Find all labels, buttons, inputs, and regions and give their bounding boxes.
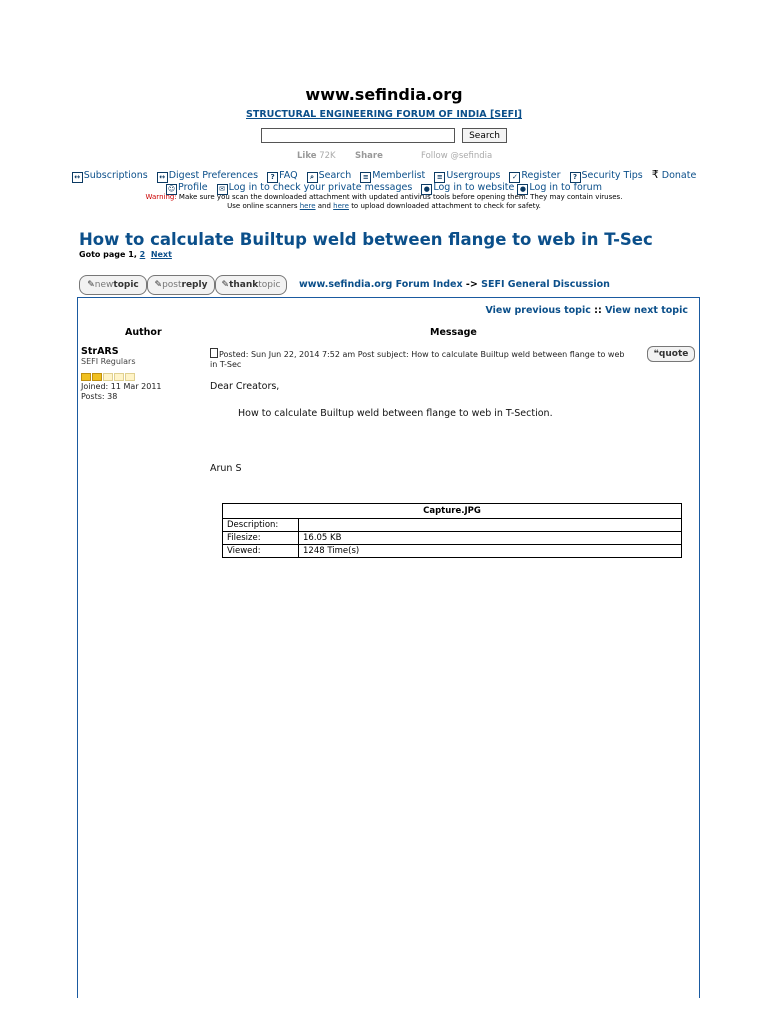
usergroups-icon: ≡ — [434, 172, 445, 183]
post-header — [210, 348, 648, 370]
attachment-caption[interactable]: Capture.JPG — [223, 504, 682, 519]
follow-button[interactable]: Follow @sefindia — [421, 151, 493, 161]
search-icon: ⌕ — [307, 172, 318, 183]
search-input[interactable] — [261, 128, 455, 143]
profile-icon: ☺ — [167, 185, 176, 193]
table-row — [223, 532, 682, 545]
like-label: Like — [297, 151, 317, 161]
post-greeting: Dear Creators, — [210, 381, 280, 392]
nav-subscriptions[interactable]: ↔ Subscriptions — [72, 170, 148, 181]
like-count: 72K — [319, 151, 336, 161]
current-page: 1, — [128, 250, 137, 259]
attachment-table — [222, 503, 682, 558]
subscriptions-icon: ↔ — [72, 172, 83, 183]
site-title: www.sefindia.org — [305, 85, 463, 104]
post-meta: Posted: Sun Jun 22, 2014 7:52 am Post subject: How to calculate Builtup weld between flange to web — [219, 350, 625, 359]
post-document-icon — [210, 348, 218, 358]
rank-star — [103, 373, 113, 381]
nav-login-website[interactable]: ● Log in to website — [421, 182, 514, 193]
post-reply-button[interactable]: ✎postreply — [147, 275, 215, 295]
nav-digest-preferences[interactable]: ↔ Digest Preferences — [157, 170, 258, 181]
register-icon: ✓ — [509, 172, 520, 183]
memberlist-icon: ≡ — [360, 172, 371, 183]
pagination — [79, 250, 172, 259]
author-rank: SEFI Regulars — [81, 357, 136, 366]
security-icon: ? — [570, 172, 581, 183]
attachment-value: 16.05 KB — [299, 532, 682, 545]
faq-icon: ? — [267, 172, 278, 183]
nav-private-messages[interactable]: ✉ Log in to check your private messages — [217, 182, 413, 193]
view-previous-topic-link[interactable]: View previous topic — [485, 305, 591, 316]
rank-star — [81, 373, 91, 381]
nav-faq[interactable]: ? FAQ — [267, 170, 297, 181]
table-row — [223, 545, 682, 558]
scanner-link-2[interactable]: here — [333, 202, 349, 210]
pencil-icon: ✎ — [87, 280, 95, 290]
nav-security-tips[interactable]: ? Security Tips — [570, 170, 643, 181]
scanner-link-1[interactable]: here — [299, 202, 316, 210]
author-joined: Joined: 11 Mar 2011 — [81, 382, 162, 391]
breadcrumb-forum-index[interactable]: www.sefindia.org Forum Index — [299, 279, 463, 290]
nav-row-main — [0, 168, 768, 183]
next-page-link[interactable]: Next — [150, 250, 172, 259]
message-column-header: Message — [430, 327, 477, 338]
nav-donate[interactable]: ₹ Donate — [651, 168, 697, 181]
messages-icon: ✉ — [217, 184, 228, 195]
pencil-icon: ✎ — [221, 280, 230, 290]
post-table — [77, 297, 700, 998]
post-meta-continued: in T-Sec — [210, 360, 242, 369]
nav-register[interactable]: ✓ Register — [509, 170, 560, 181]
attachment-label: Filesize: — [223, 532, 299, 545]
forum-login-icon: ● — [517, 184, 528, 195]
topic-navigation — [485, 305, 688, 316]
nav-memberlist[interactable]: ≡ Memberlist — [360, 170, 425, 181]
breadcrumb-section[interactable]: SEFI General Discussion — [481, 279, 610, 290]
nav-profile[interactable]: ☺ Profile — [167, 182, 208, 193]
warning-text: Make sure you scan the downloaded attachment with updated antivirus tools before opening them. They may contain viruses. — [178, 193, 623, 201]
rank-star — [114, 373, 124, 381]
goto-label: Goto page — [79, 250, 126, 259]
breadcrumb-separator: -> — [465, 279, 478, 290]
post-body: How to calculate Builtup weld between flange to web in T-Section. — [238, 408, 553, 419]
rupee-icon: ₹ — [651, 168, 659, 181]
like-button[interactable] — [297, 151, 336, 161]
search-bar — [0, 125, 768, 144]
share-button[interactable]: Share — [355, 151, 383, 161]
attachment-value: 1248 Time(s) — [299, 545, 682, 558]
attachment-label: Description: — [223, 519, 299, 532]
nav-search[interactable]: ⌕ Search — [307, 170, 352, 181]
topic-title[interactable]: How to calculate Builtup weld between flange to web in T-Sec — [79, 230, 653, 249]
digest-icon: ↔ — [157, 172, 168, 183]
thank-topic-button[interactable]: ✎thanktopic — [215, 275, 287, 295]
post-author[interactable]: StrARS — [81, 346, 119, 357]
warning-scanners-text: Use online scanners — [227, 202, 298, 210]
page-2-link[interactable]: 2 — [139, 250, 146, 259]
topic-nav-separator: :: — [594, 305, 602, 316]
author-column-header: Author — [125, 327, 162, 338]
author-info — [81, 382, 162, 402]
forum-name-link[interactable]: STRUCTURAL ENGINEERING FORUM OF INDIA [SEFI] — [246, 109, 522, 120]
warning-and-text: and — [317, 202, 331, 210]
nav-usergroups[interactable]: ≡ Usergroups — [434, 170, 500, 181]
pencil-icon: ✎ — [154, 280, 163, 290]
search-button[interactable]: Search — [462, 128, 507, 143]
breadcrumb — [299, 279, 610, 290]
warning-upload-text: to upload downloaded attachment to check for safety. — [351, 202, 541, 210]
quote-button[interactable]: ❝quote — [647, 346, 695, 362]
attachment-warning — [0, 193, 768, 211]
attachment-value — [299, 519, 682, 532]
quote-icon: ❝ — [653, 349, 659, 359]
warning-label: Warning: — [145, 193, 177, 201]
author-posts: Posts: 38 — [81, 392, 118, 401]
view-next-topic-link[interactable]: View next topic — [605, 305, 688, 316]
rank-star — [125, 373, 135, 381]
table-row — [223, 519, 682, 532]
new-topic-button[interactable]: ✎newtopic — [79, 275, 147, 295]
post-signature: Arun S — [210, 463, 242, 474]
rank-star — [92, 373, 102, 381]
website-login-icon: ● — [421, 184, 432, 195]
nav-login-forum[interactable]: ● Log in to forum — [517, 182, 602, 193]
attachment-label: Viewed: — [223, 545, 299, 558]
